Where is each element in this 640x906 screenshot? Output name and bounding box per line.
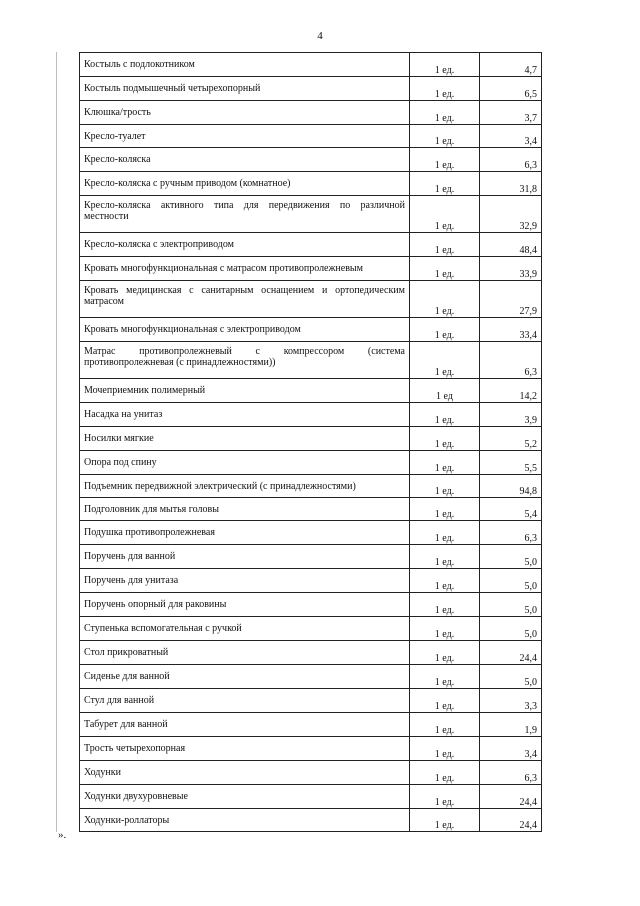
item-name-cell: Подушка противопролежневая xyxy=(80,521,410,545)
value-cell: 24,4 xyxy=(480,785,542,809)
unit-cell: 1 ед. xyxy=(410,498,480,521)
unit-cell: 1 ед. xyxy=(410,172,480,196)
table-row xyxy=(80,451,542,475)
table-row xyxy=(80,475,542,498)
value-cell: 33,4 xyxy=(480,318,542,342)
value-cell: 5,4 xyxy=(480,498,542,521)
item-name-cell: Стол прикроватный xyxy=(80,641,410,665)
value-cell: 6,3 xyxy=(480,342,542,379)
table-row xyxy=(80,569,542,593)
table-row xyxy=(80,196,542,233)
table-row xyxy=(80,521,542,545)
item-name-cell: Трость четырехопорная xyxy=(80,737,410,761)
table-row xyxy=(80,785,542,809)
value-cell: 4,7 xyxy=(480,53,542,77)
value-cell: 3,9 xyxy=(480,403,542,427)
unit-cell: 1 ед. xyxy=(410,689,480,713)
item-name-cell: Костыль подмышечный четырехопорный xyxy=(80,77,410,101)
table-row xyxy=(80,713,542,737)
item-name-cell: Ходунки-роллаторы xyxy=(80,809,410,832)
unit-cell: 1 ед xyxy=(410,379,480,403)
value-cell: 48,4 xyxy=(480,233,542,257)
unit-cell: 1 ед. xyxy=(410,475,480,498)
value-cell: 3,4 xyxy=(480,737,542,761)
table-row xyxy=(80,101,542,125)
value-cell: 6,3 xyxy=(480,521,542,545)
table-row xyxy=(80,665,542,689)
value-cell: 24,4 xyxy=(480,641,542,665)
table-row xyxy=(80,593,542,617)
unit-cell: 1 ед. xyxy=(410,569,480,593)
item-name-cell: Поручень опорный для раковины xyxy=(80,593,410,617)
item-name-cell: Матрас противопролежневый с компрессором (система противопролежневая (с принадлежностями)) xyxy=(80,342,410,379)
value-cell: 5,0 xyxy=(480,665,542,689)
unit-cell: 1 ед. xyxy=(410,53,480,77)
item-name-cell: Кресло-коляска с электроприводом xyxy=(80,233,410,257)
unit-cell: 1 ед. xyxy=(410,196,480,233)
unit-cell: 1 ед. xyxy=(410,713,480,737)
item-name-cell: Мочеприемник полимерный xyxy=(80,379,410,403)
table-row xyxy=(80,318,542,342)
value-cell: 5,0 xyxy=(480,593,542,617)
table-body xyxy=(80,53,542,832)
item-name-cell: Поручень для унитаза xyxy=(80,569,410,593)
value-cell: 3,7 xyxy=(480,101,542,125)
item-name-cell: Ходунки двухуровневые xyxy=(80,785,410,809)
margin-line xyxy=(56,52,57,832)
item-name-cell: Кресло-туалет xyxy=(80,125,410,148)
unit-cell: 1 ед. xyxy=(410,545,480,569)
table-row xyxy=(80,53,542,77)
item-name-cell: Поручень для ванной xyxy=(80,545,410,569)
item-name-cell: Подъемник передвижной электрический (с принадлежностями) xyxy=(80,475,410,498)
unit-cell: 1 ед. xyxy=(410,257,480,281)
unit-cell: 1 ед. xyxy=(410,342,480,379)
item-name-cell: Насадка на унитаз xyxy=(80,403,410,427)
table-row xyxy=(80,233,542,257)
unit-cell: 1 ед. xyxy=(410,761,480,785)
value-cell: 6,3 xyxy=(480,148,542,172)
table-row xyxy=(80,172,542,196)
value-cell: 5,0 xyxy=(480,617,542,641)
value-cell: 3,3 xyxy=(480,689,542,713)
closing-quote-mark: ». xyxy=(58,829,67,841)
value-cell: 5,5 xyxy=(480,451,542,475)
item-name-cell: Подголовник для мытья головы xyxy=(80,498,410,521)
item-name-cell: Ходунки xyxy=(80,761,410,785)
unit-cell: 1 ед. xyxy=(410,809,480,832)
unit-cell: 1 ед. xyxy=(410,281,480,318)
unit-cell: 1 ед. xyxy=(410,427,480,451)
value-cell: 6,3 xyxy=(480,761,542,785)
table-row xyxy=(80,498,542,521)
value-cell: 6,5 xyxy=(480,77,542,101)
table-row xyxy=(80,809,542,832)
value-cell: 32,9 xyxy=(480,196,542,233)
item-name-cell: Клюшка/трость xyxy=(80,101,410,125)
equipment-table xyxy=(79,52,542,832)
unit-cell: 1 ед. xyxy=(410,101,480,125)
item-name-cell: Кровать медицинская с санитарным оснащением и ортопедическим матрасом xyxy=(80,281,410,318)
value-cell: 1,9 xyxy=(480,713,542,737)
unit-cell: 1 ед. xyxy=(410,148,480,172)
item-name-cell: Опора под спину xyxy=(80,451,410,475)
item-name-cell: Кровать многофункциональная с электроприводом xyxy=(80,318,410,342)
value-cell: 24,4 xyxy=(480,809,542,832)
table-row xyxy=(80,689,542,713)
value-cell: 27,9 xyxy=(480,281,542,318)
table-row xyxy=(80,342,542,379)
table-row xyxy=(80,403,542,427)
unit-cell: 1 ед. xyxy=(410,318,480,342)
table-row xyxy=(80,545,542,569)
table-row xyxy=(80,761,542,785)
unit-cell: 1 ед. xyxy=(410,785,480,809)
value-cell: 5,2 xyxy=(480,427,542,451)
item-name-cell: Сиденье для ванной xyxy=(80,665,410,689)
item-name-cell: Носилки мягкие xyxy=(80,427,410,451)
table-row xyxy=(80,379,542,403)
item-name-cell: Кресло-коляска активного типа для передвижения по различной местности xyxy=(80,196,410,233)
value-cell: 94,8 xyxy=(480,475,542,498)
value-cell: 3,4 xyxy=(480,125,542,148)
unit-cell: 1 ед. xyxy=(410,451,480,475)
table-row xyxy=(80,641,542,665)
value-cell: 33,9 xyxy=(480,257,542,281)
table-row xyxy=(80,427,542,451)
table-row xyxy=(80,125,542,148)
unit-cell: 1 ед. xyxy=(410,641,480,665)
value-cell: 5,0 xyxy=(480,545,542,569)
table-row xyxy=(80,77,542,101)
value-cell: 5,0 xyxy=(480,569,542,593)
unit-cell: 1 ед. xyxy=(410,737,480,761)
unit-cell: 1 ед. xyxy=(410,521,480,545)
table-row xyxy=(80,737,542,761)
item-name-cell: Табурет для ванной xyxy=(80,713,410,737)
item-name-cell: Стул для ванной xyxy=(80,689,410,713)
unit-cell: 1 ед. xyxy=(410,77,480,101)
item-name-cell: Кресло-коляска xyxy=(80,148,410,172)
page-number: 4 xyxy=(317,30,323,42)
unit-cell: 1 ед. xyxy=(410,617,480,641)
item-name-cell: Кровать многофункциональная с матрасом противопролежневым xyxy=(80,257,410,281)
unit-cell: 1 ед. xyxy=(410,665,480,689)
value-cell: 14,2 xyxy=(480,379,542,403)
unit-cell: 1 ед. xyxy=(410,125,480,148)
table-row xyxy=(80,617,542,641)
unit-cell: 1 ед. xyxy=(410,403,480,427)
item-name-cell: Кресло-коляска с ручным приводом (комнатное) xyxy=(80,172,410,196)
value-cell: 31,8 xyxy=(480,172,542,196)
item-name-cell: Ступенька вспомогательная с ручкой xyxy=(80,617,410,641)
unit-cell: 1 ед. xyxy=(410,233,480,257)
table-row xyxy=(80,257,542,281)
table-row xyxy=(80,281,542,318)
table-row xyxy=(80,148,542,172)
unit-cell: 1 ед. xyxy=(410,593,480,617)
item-name-cell: Костыль с подлокотником xyxy=(80,53,410,77)
